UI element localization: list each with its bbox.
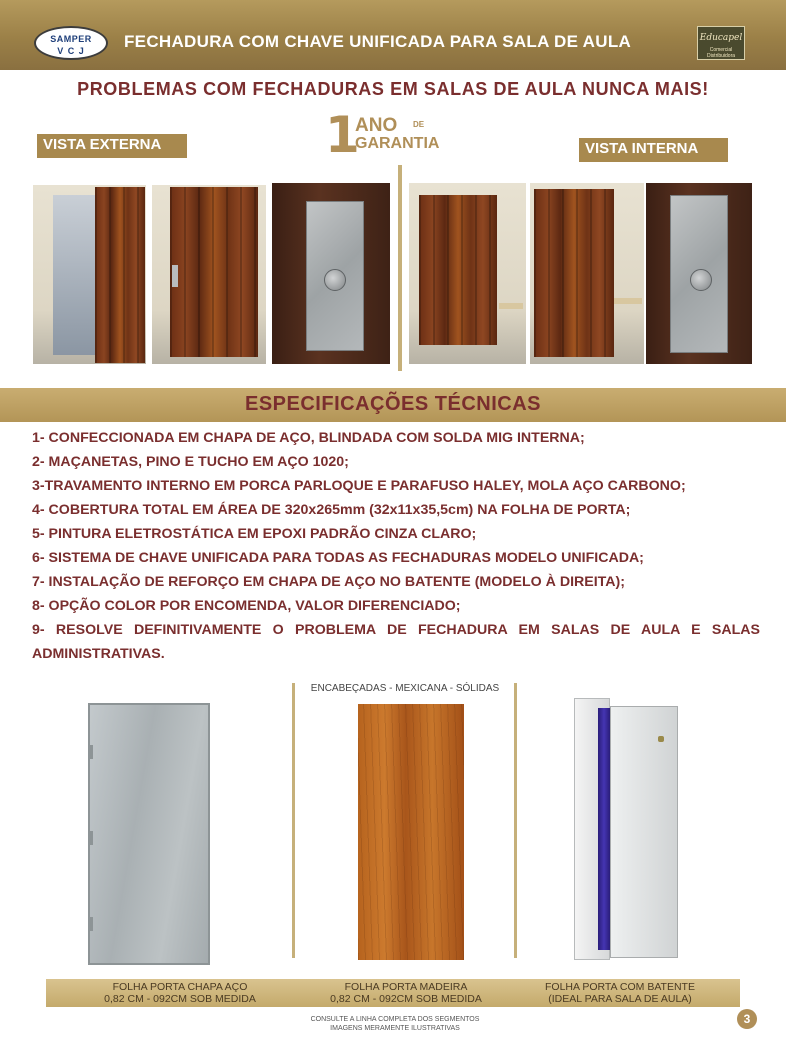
caption-line: 0,82 CM - 092CM SOB MEDIDA — [104, 993, 256, 1005]
product-door-with-frame — [574, 698, 680, 960]
spec-item: 6- SISTEMA DE CHAVE UNIFICADA PARA TODAS AS FECHADURAS MODELO UNIFICADA; — [32, 550, 644, 566]
logo-left-line1: SAMPER — [50, 34, 92, 44]
warranty-text: GARANTIA — [355, 135, 440, 152]
logo-left-line2: V C J — [57, 46, 85, 56]
photo-external-closed-door — [152, 185, 266, 364]
page-number: 3 — [737, 1009, 757, 1029]
internal-view-label: VISTA INTERNA — [579, 138, 728, 162]
footer-line: IMAGENS MERAMENTE ILUSTRATIVAS — [330, 1025, 460, 1032]
product-divider — [292, 683, 295, 958]
spec-item: 1- CONFECCIONADA EM CHAPA DE AÇO, BLINDADA COM SOLDA MIG INTERNA; — [32, 430, 585, 446]
specs-title: ESPECIFICAÇÕES TÉCNICAS — [245, 393, 541, 415]
caption-line: 0,82 CM - 092CM SOB MEDIDA — [330, 993, 482, 1005]
product-wood-door — [358, 704, 464, 960]
product-divider — [514, 683, 517, 958]
warranty-badge — [325, 106, 445, 164]
headline: PROBLEMAS COM FECHADURAS EM SALAS DE AULA NUNCA MAIS! — [77, 79, 709, 99]
warranty-year: ANO — [355, 115, 398, 136]
warranty-number: 1 — [325, 106, 360, 164]
product-caption-steel — [60, 981, 300, 1005]
product-caption-frame — [500, 981, 740, 1005]
warranty-de: DE — [413, 120, 425, 129]
spec-item: 8- OPÇÃO COLOR POR ENCOMENDA, VALOR DIFERENCIADO; — [32, 598, 461, 614]
page-title: FECHADURA COM CHAVE UNIFICADA PARA SALA DE AULA — [124, 32, 632, 51]
samper-logo — [34, 26, 108, 60]
photo-external-open-door — [33, 185, 146, 364]
external-view-label: VISTA EXTERNA — [37, 134, 187, 158]
product-steel-door — [88, 703, 210, 965]
photo-external-lock-plate — [272, 183, 390, 364]
photo-internal-open-door — [530, 183, 644, 364]
photo-internal-closed-door — [409, 183, 526, 364]
spec-item: 3-TRAVAMENTO INTERNO EM PORCA PARLOQUE E PARAFUSO HALEY, MOLA AÇO CARBONO; — [32, 478, 686, 494]
spec-item: 4- COBERTURA TOTAL EM ÁREA DE 320x265mm (32x11x35,5cm) NA FOLHA DE PORTA; — [32, 502, 631, 518]
product-caption-wood — [286, 981, 526, 1005]
caption-line: FOLHA PORTA MADEIRA — [344, 981, 468, 993]
photo-internal-lock-plate — [646, 183, 752, 364]
spec-item: 9- RESOLVE DEFINITIVAMENTE O PROBLEMA DE FECHADURA EM SALAS DE AULA E SALAS ADMINISTRATIVAS. — [32, 622, 760, 662]
wood-door-caption: ENCABEÇADAS - MEXICANA - SÓLIDAS — [310, 683, 500, 694]
spec-item: 5- PINTURA ELETROSTÁTICA EM EPOXI PADRÃO CINZA CLARO; — [32, 526, 477, 542]
specs-list — [32, 426, 760, 666]
caption-line: FOLHA PORTA COM BATENTE — [545, 981, 695, 993]
caption-line: (IDEAL PARA SALA DE AULA) — [548, 993, 692, 1005]
spec-item: 2- MAÇANETAS, PINO E TUCHO EM AÇO 1020; — [32, 454, 349, 470]
footer-line: CONSULTE A LINHA COMPLETA DOS SEGMENTOS — [310, 1016, 480, 1023]
educapel-logo — [697, 26, 745, 60]
footer-note — [270, 1015, 520, 1033]
spec-item: 7- INSTALAÇÃO DE REFORÇO EM CHAPA DE AÇO NO BATENTE (MODELO À DIREITA); — [32, 574, 625, 590]
logo-right-line1: Educapel — [699, 33, 743, 43]
caption-line: FOLHA PORTA CHAPA AÇO — [112, 981, 248, 993]
photo-divider — [398, 165, 402, 371]
logo-right-line2: Comercial Distribuidora — [706, 47, 736, 59]
